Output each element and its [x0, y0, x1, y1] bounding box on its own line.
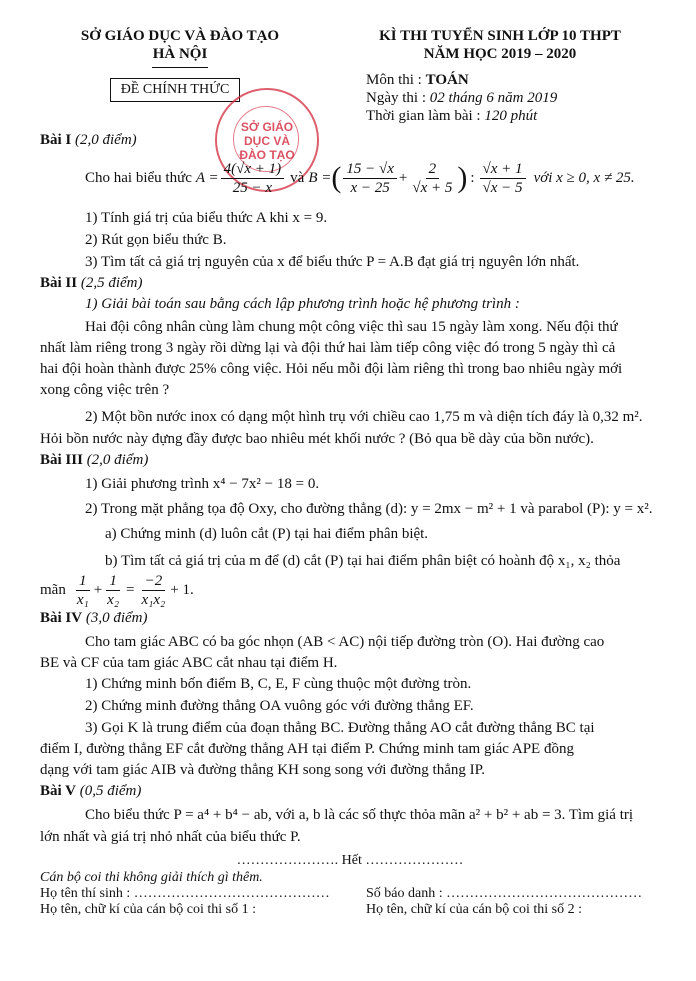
stamp-text: SỞ GIÁO DỤC VÀ ĐÀO TẠO [239, 120, 295, 162]
official-box [110, 78, 240, 102]
bai5-points: (0,5 điểm) [79, 783, 142, 799]
bai1-intro: Cho hai biểu thức [85, 169, 192, 186]
bai3-points: (2,0 điểm) [86, 452, 149, 468]
end-marker: …………………. Hết ………………… [236, 853, 464, 868]
bai2-q2-l1: 2) Một bồn nước inox có dạng một hình trụ với chiều cao 1,75 m và diện tích đáy là 0,32 m². [85, 409, 643, 425]
frac-a-num: 4(√x + 1) [221, 160, 285, 179]
paren-open: ( [331, 161, 342, 194]
bai4-q3-l1: 3) Gọi K là trung điểm của đoạn thẳng BC. Đường thẳng AO cắt đường thẳng BC tại [85, 720, 595, 736]
frac-b1-den: x − 25 [350, 179, 390, 196]
frac-b3-num: √x + 1 [480, 160, 526, 179]
bai3-qa: a) Chứng minh (d) luôn cắt (P) tại hai điểm phân biệt. [105, 526, 429, 542]
frac-x2-den: x₂ [107, 591, 120, 608]
exam-line2: NĂM HỌC 2019 – 2020 [423, 46, 577, 62]
bai3-heading [40, 452, 148, 469]
dept-line1: SỞ GIÁO DỤC VÀ ĐÀO TẠO [80, 28, 280, 44]
date-row [366, 90, 557, 107]
bai4-q2: 2) Chứng minh đường thẳng OA vuông góc với đường thẳng EF. [85, 698, 474, 714]
frac-b2-num: 2 [426, 160, 440, 179]
bai2-q1-l4: xong công việc trên ? [40, 382, 170, 398]
bai1-q1: 1) Tính giá trị của biểu thức A khi x = 9. [85, 210, 328, 226]
bai3-qb-condition [40, 568, 194, 612]
bai3-qb: b) Tìm tất cả giá trị của m để (d) cắt (P) tại hai điểm phân biệt có hoành độ x₁, x₂ thỏa [105, 553, 621, 569]
bai4-q1: 1) Chứng minh bốn điểm B, C, E, F cùng thuộc một đường tròn. [85, 676, 472, 692]
exam-line1: KÌ THI TUYỂN SINH LỚP 10 THPT [379, 28, 621, 44]
bai4-title: Bài IV [40, 610, 83, 626]
frac-x1x2-num: −2 [142, 572, 166, 591]
header-right [330, 28, 670, 63]
bai2-title: Bài II [40, 275, 78, 291]
bai2-points: (2,5 điểm) [80, 275, 143, 291]
bai3-tail: + 1. [170, 581, 194, 598]
frac-x1 [74, 572, 92, 609]
bai1-title: Bài I [40, 132, 72, 148]
frac-x1-den: x₁ [76, 591, 89, 608]
and-word: và [290, 169, 305, 186]
bai1-heading [40, 132, 137, 149]
proctor-note: Cán bộ coi thi không giải thích gì thêm. [40, 870, 263, 885]
time-label: Thời gian làm bài : [366, 108, 485, 124]
frac-b3-den: √x − 5 [482, 179, 523, 196]
bai2-q1-l1: Hai đội công nhân cùng làm chung một công việc thì sau 15 ngày làm xong. Nếu đội thứ [85, 319, 618, 335]
proctor2-signature-label: Họ tên, chữ kí của cán bộ coi thi số 2 : [366, 902, 582, 917]
bai1-expressions [85, 150, 635, 206]
expr-a-eq: A = [195, 169, 219, 186]
bai5-l1: Cho biểu thức P = a⁴ + b⁴ − ab, với a, b là các số thực thỏa mãn a² + b² + ab = 3. Tìm giá trị [85, 807, 634, 823]
frac-x1x2 [139, 572, 169, 609]
bai4-points: (3,0 điểm) [85, 610, 148, 626]
bai2-q1-l3: hai đội hoàn thành được 25% công việc. Hỏi nếu mỗi đội làm riêng thì trong bao nhiêu ngày mới [40, 361, 623, 377]
bai2-q1-l2: nhất làm riêng trong 3 ngày rồi dừng lại và đội thứ hai làm tiếp công việc đó trong 5 ngày thì cả [40, 340, 616, 356]
bai4-heading [40, 610, 148, 627]
candidate-number-label: Số báo danh : …………………………………… [366, 886, 643, 901]
official-label: ĐỀ CHÍNH THỨC [120, 82, 230, 97]
bai4-l2: BE và CF của tam giác ABC cắt nhau tại điểm H. [40, 655, 338, 671]
proctor1-signature-label: Họ tên, chữ kí của cán bộ coi thi số 1 : [40, 902, 256, 917]
frac-x2-num: 1 [106, 572, 120, 591]
bai2-heading [40, 275, 143, 292]
bai2-q1-intro: 1) Giải bài toán sau bằng cách lập phương trình hoặc hệ phương trình : [85, 296, 520, 312]
header-left [40, 28, 320, 63]
bai1-condition: với x ≥ 0, x ≠ 25. [533, 169, 635, 186]
subject-label: Môn thi : [366, 72, 426, 88]
eq-sign: = [126, 581, 135, 598]
expr-b-eq: B = [308, 169, 332, 186]
bai3-qb-prefix: mãn [40, 581, 66, 598]
bai4-l1: Cho tam giác ABC có ba góc nhọn (AB < AC) nội tiếp đường tròn (O). Hai đường cao [85, 634, 605, 650]
bai3-q2: 2) Trong mặt phẳng tọa độ Oxy, cho đường thẳng (d): y = 2mx − m² + 1 và parabol (P): y = x². [85, 501, 653, 517]
frac-b1-num: 15 − √x [343, 160, 397, 179]
frac-x2 [104, 572, 122, 609]
frac-x1-num: 1 [76, 572, 90, 591]
colon-sign: : [470, 169, 475, 186]
frac-a-den: 25 − x [232, 179, 273, 196]
date-label: Ngày thi : [366, 90, 430, 106]
bai2-q2-l2: Hỏi bồn nước này đựng đầy được bao nhiêu mét khối nước ? (Bỏ qua bề dày của bồn nước). [40, 431, 594, 447]
dept-line2: HÀ NỘI [152, 46, 208, 62]
bai1-points: (2,0 điểm) [75, 132, 137, 148]
bai5-l2: lớn nhất và giá trị nhỏ nhất của biểu thức P. [40, 829, 301, 845]
bai1-q3: 3) Tìm tất cả giá trị nguyên của x để biểu thức P = A.B đạt giá trị nguyên lớn nhất. [85, 254, 580, 270]
bai3-title: Bài III [40, 452, 83, 468]
candidate-name-label: Họ tên thí sinh : …………………………………… [40, 886, 330, 901]
bai5-heading [40, 783, 141, 800]
paren-close: ) [457, 161, 468, 194]
time-value: 120 phút [484, 108, 538, 124]
time-row [366, 108, 537, 125]
frac-b2-den: √x + 5 [412, 179, 453, 196]
frac-b2 [409, 160, 455, 197]
bai1-q2: 2) Rút gọn biểu thức B. [85, 232, 227, 248]
subject-value: TOÁN [425, 72, 469, 88]
frac-b3 [480, 160, 526, 197]
plus-sign-2: + [93, 581, 103, 598]
date-value: 02 tháng 6 năm 2019 [429, 90, 558, 106]
frac-x1x2-den: x₁x₂ [141, 591, 166, 608]
bai4-q3-l3: dạng với tam giác AIB và đường thẳng KH song song với đường thẳng IP. [40, 762, 486, 778]
plus-sign: + [398, 169, 408, 186]
header-left-underline [152, 67, 208, 68]
bai5-title: Bài V [40, 783, 76, 799]
frac-a [221, 160, 285, 197]
frac-b1 [343, 160, 397, 197]
bai4-q3-l2: điểm I, đường thẳng EF cắt đường thẳng AH tại điểm P. Chứng minh tam giác APE đồng [40, 741, 574, 757]
bai3-q1: 1) Giải phương trình x⁴ − 7x² − 18 = 0. [85, 476, 320, 492]
subject-row [366, 72, 469, 89]
